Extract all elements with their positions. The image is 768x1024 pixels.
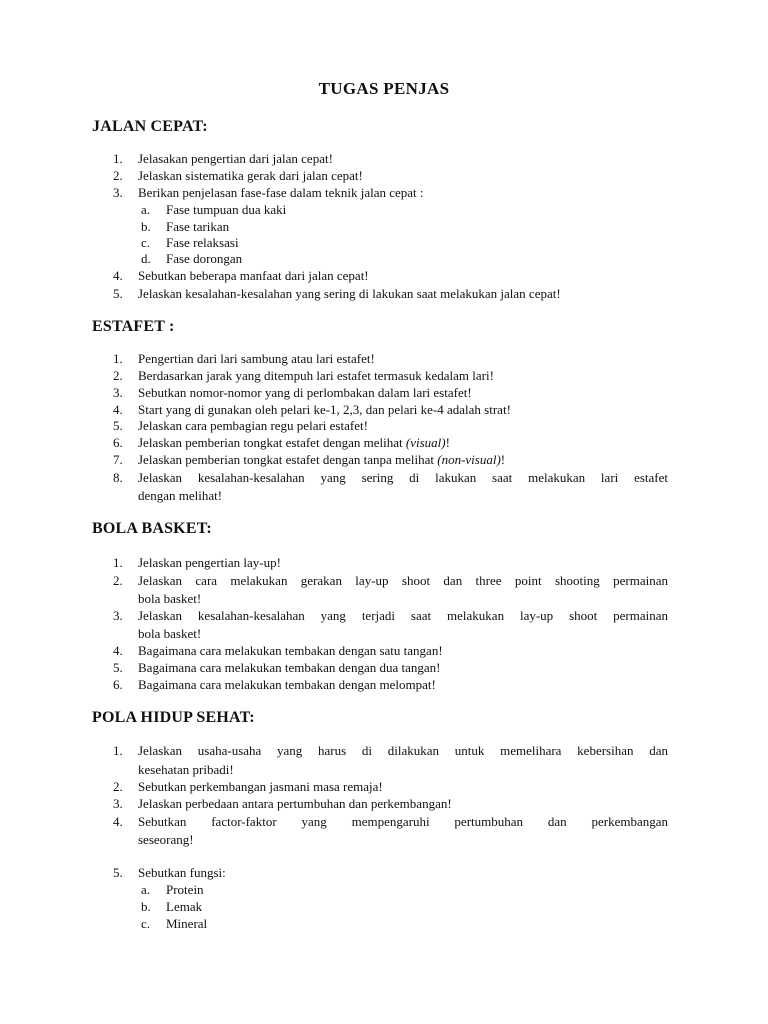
sub-list-item: a. Protein (141, 882, 204, 897)
list-item: 1. Pengertian dari lari sambung atau lari estafet! (113, 351, 375, 366)
list-item: 1. Jelaskan pengertian lay-up! (113, 555, 281, 570)
list-item: 2. Berdasarkan jarak yang ditempuh lari estafet termasuk kedalam lari! (113, 368, 494, 383)
sub-list-item: c. Mineral (141, 916, 208, 931)
section-heading-pola-hidup-sehat: POLA HIDUP SEHAT: (92, 709, 255, 726)
list-item: 5. Jelaskan kesalahan-kesalahan yang sering di lakukan saat melakukan jalan cepat! (113, 286, 561, 301)
list-item: 5. Sebutkan fungsi: (113, 865, 226, 880)
list-item: 6. Jelaskan pemberian tongkat estafet dengan melihat (visual)! (113, 435, 450, 450)
list-item: 2. Sebutkan perkembangan jasmani masa remaja! (113, 779, 383, 794)
list-item: 3. Jelaskan perbedaan antara pertumbuhan dan perkembangan! (113, 796, 452, 811)
sub-list-item: a. Fase tumpuan dua kaki (141, 202, 287, 217)
list-item-continuation: seseorang! (138, 832, 194, 847)
section-heading-jalan-cepat: JALAN CEPAT: (92, 118, 208, 135)
list-item: 3. Sebutkan nomor-nomor yang di perlombakan dalam lari estafet! (113, 385, 472, 400)
list-item: 1. Jelaskan usaha-usaha yang harus di dilakukan untuk memelihara kebersihan dan (113, 743, 668, 758)
document-title: TUGAS PENJAS (318, 79, 450, 98)
list-item: 3. Berikan penjelasan fase-fase dalam teknik jalan cepat : (113, 185, 424, 200)
list-item-continuation: dengan melihat! (138, 488, 223, 503)
section-heading-estafet: ESTAFET : (92, 318, 175, 335)
sub-list-item: b. Lemak (141, 899, 203, 914)
list-item: 4. Bagaimana cara melakukan tembakan dengan satu tangan! (113, 643, 443, 658)
sub-list-item: c. Fase relaksasi (141, 235, 239, 250)
list-item-continuation: bola basket! (138, 626, 202, 641)
list-item: 4. Start yang di gunakan oleh pelari ke-1, 2,3, dan pelari ke-4 adalah strat! (113, 402, 511, 417)
list-item: 4. Sebutkan beberapa manfaat dari jalan cepat! (113, 268, 369, 283)
section-heading-bola-basket: BOLA BASKET: (92, 520, 212, 537)
list-item: 2. Jelaskan cara melakukan gerakan lay-up shoot dan three point shooting permainan (113, 573, 668, 588)
list-item: 2. Jelaskan sistematika gerak dari jalan cepat! (113, 168, 363, 183)
list-item: 7. Jelaskan pemberian tongkat estafet dengan tanpa melihat (non-visual)! (113, 452, 506, 467)
sub-list-item: d. Fase dorongan (141, 251, 243, 266)
sub-list-item: b. Fase tarikan (141, 219, 230, 234)
list-item: 6. Bagaimana cara melakukan tembakan dengan melompat! (113, 677, 436, 692)
list-item: 1. Jelasakan pengertian dari jalan cepat! (113, 151, 333, 166)
list-item: 5. Bagaimana cara melakukan tembakan dengan dua tangan! (113, 660, 441, 675)
list-item: 8. Jelaskan kesalahan-kesalahan yang sering di lakukan saat melakukan lari estafet (113, 470, 668, 485)
list-item-continuation: kesehatan pribadi! (138, 762, 234, 777)
list-item: 4. Sebutkan factor-faktor yang mempengaruhi pertumbuhan dan perkembangan (113, 814, 668, 829)
list-item-continuation: bola basket! (138, 591, 202, 606)
list-item: 5. Jelaskan cara pembagian regu pelari estafet! (113, 418, 368, 433)
list-item: 3. Jelaskan kesalahan-kesalahan yang terjadi saat melakukan lay-up shoot permainan (113, 608, 668, 623)
